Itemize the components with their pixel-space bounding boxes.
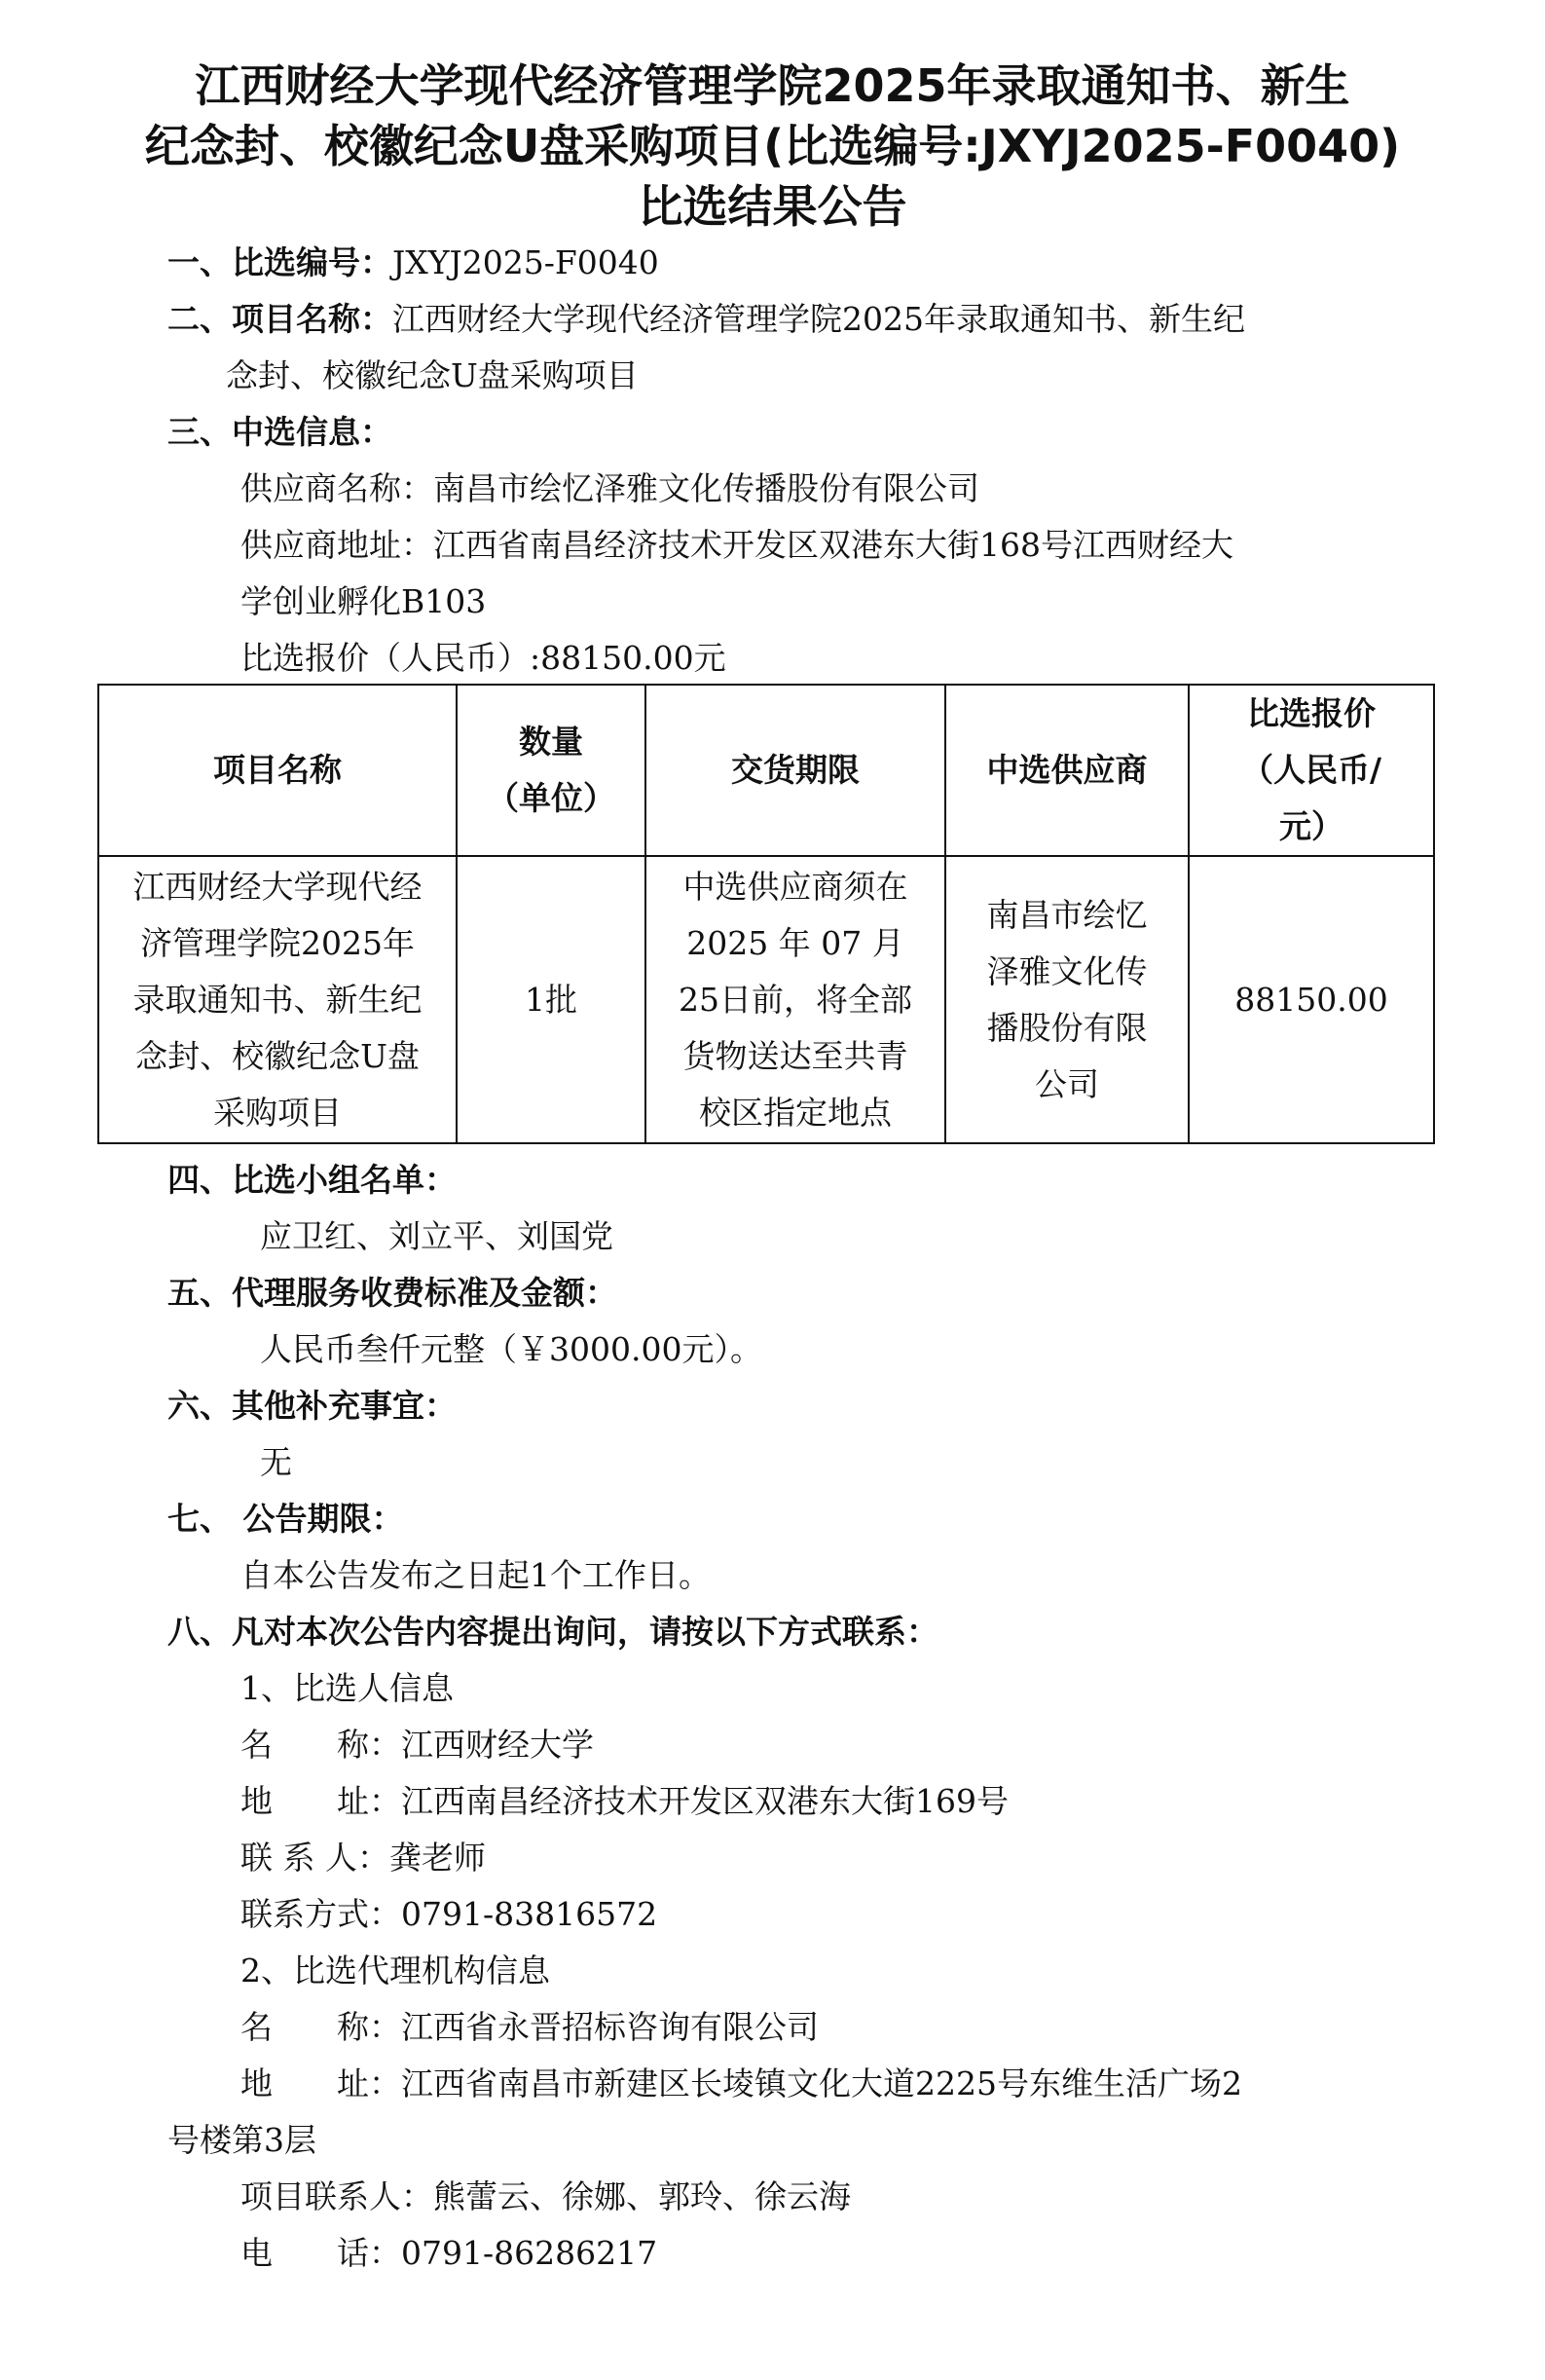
section-1-label: 一、比选编号： [167,243,392,281]
title-line-1: 江西财经大学现代经济管理学院2025年录取通知书、新生 [195,59,1350,112]
other-matters: 无 [260,1443,292,1481]
agent-contacts: 项目联系人：熊蕾云、徐娜、郭玲、徐云海 [240,2177,851,2215]
agency-fee: 人民币叁仟元整（￥3000.00元）。 [260,1330,762,1368]
section-1-value: JXYJ2025-F0040 [392,243,659,281]
buyer-phone: 联系方式：0791-83816572 [240,1895,658,1933]
supplier-address-line-2: 学创业孵化B103 [240,582,487,620]
section-7-label: 七、 公告期限： [167,1500,404,1538]
row-supplier: 南昌市绘忆 泽雅文化传 播股份有限 公司 [945,856,1189,1143]
agent-phone: 电 话：0791-86286217 [240,2234,658,2272]
buyer-name: 名 称：江西财经大学 [240,1726,594,1764]
row-price: 88150.00 [1189,856,1434,1143]
row-quantity: 1批 [457,856,645,1143]
table-header-row [98,685,1434,856]
committee-members: 应卫红、刘立平、刘国党 [260,1217,613,1255]
supplier-name: 供应商名称：南昌市绘忆泽雅文化传播股份有限公司 [240,469,979,507]
section-2-label: 二、项目名称： [167,300,392,338]
agent-address-line-1: 地 址：江西省南昌市新建区长堎镇文化大道2225号东维生活广场2 [240,2064,1242,2102]
agent-heading: 2、比选代理机构信息 [240,1952,550,1990]
section-2 [167,298,1245,341]
section-2-value-line-1: 江西财经大学现代经济管理学院2025年录取通知书、新生纪 [392,300,1245,338]
header-delivery: 交货期限 [645,685,945,856]
quoted-price: 比选报价（人民币）:88150.00元 [240,639,726,677]
result-table [97,684,1435,1144]
notice-period: 自本公告发布之日起1个工作日。 [240,1556,711,1594]
supplier-address-line-1: 供应商地址：江西省南昌经济技术开发区双港东大街168号江西财经大 [240,526,1233,564]
agent-address-line-2: 号楼第3层 [167,2121,316,2159]
section-1 [167,242,659,284]
section-3-label: 三、中选信息： [167,413,392,451]
section-6-label: 六、其他补充事宜： [167,1387,457,1425]
header-quantity: 数量 （单位） [457,685,645,856]
buyer-contact: 联 系 人：龚老师 [240,1839,486,1877]
agent-name: 名 称：江西省永晋招标咨询有限公司 [240,2008,819,2046]
title-line-3: 比选结果公告 [638,180,907,233]
section-8-label: 八、凡对本次公告内容提出询问，请按以下方式联系： [167,1613,938,1651]
header-price: 比选报价 （人民币/ 元） [1189,685,1434,856]
row-project-name: 江西财经大学现代经 济管理学院2025年 录取通知书、新生纪 念封、校徽纪念U盘 采购项目 [98,856,457,1143]
header-supplier: 中选供应商 [945,685,1189,856]
header-project-name: 项目名称 [98,685,457,856]
table-row [98,856,1434,1143]
title-line-2: 纪念封、校徽纪念U盘采购项目(比选编号:JXYJ2025-F0040) [144,120,1401,172]
section-2-value-line-2: 念封、校徽纪念U盘采购项目 [226,356,639,394]
buyer-heading: 1、比选人信息 [240,1669,454,1707]
buyer-address: 地 址：江西南昌经济技术开发区双港东大街169号 [240,1782,1009,1820]
row-delivery: 中选供应商须在 2025 年 07 月 25日前，将全部 货物送达至共青 校区指定地点 [645,856,945,1143]
section-4-label: 四、比选小组名单： [167,1161,457,1199]
section-5-label: 五、代理服务收费标准及金额： [167,1274,617,1312]
